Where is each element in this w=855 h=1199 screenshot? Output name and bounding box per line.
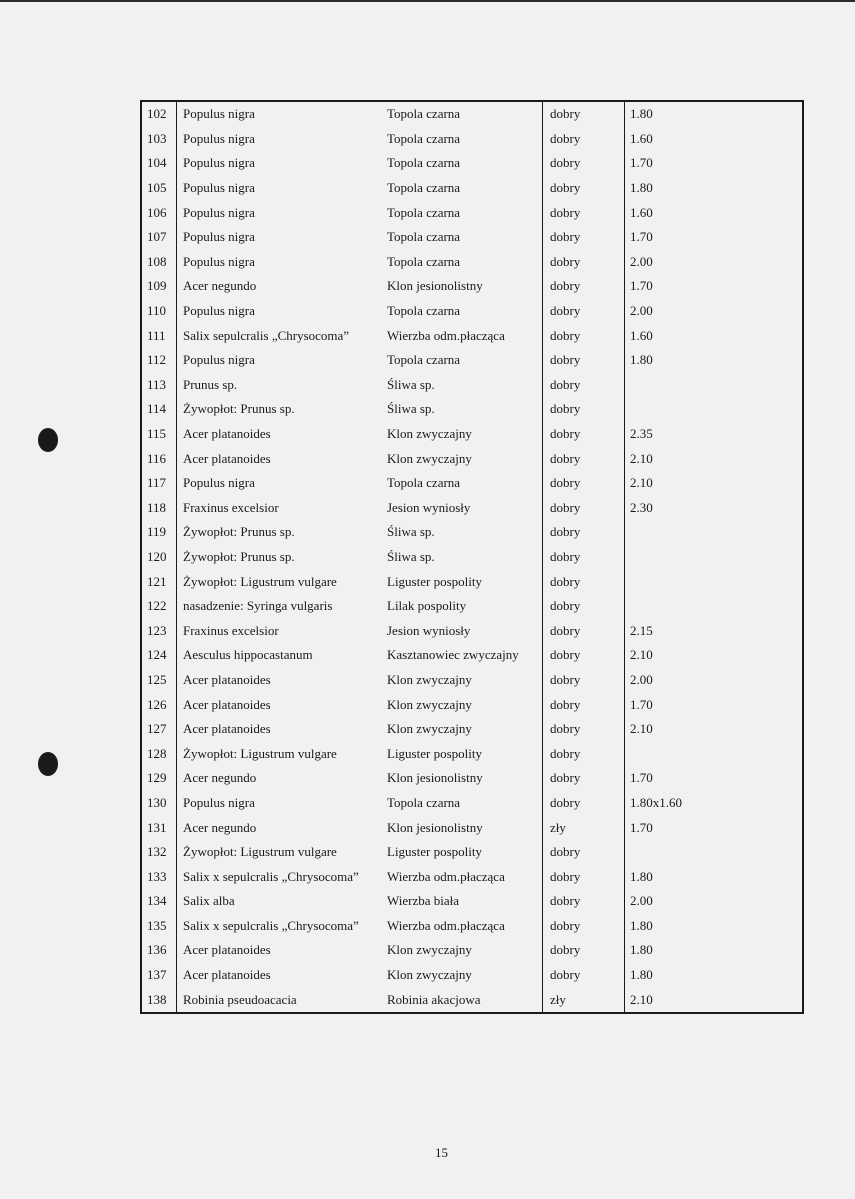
row-number-cell: 113 [141,373,177,398]
table-row [141,692,803,717]
condition-cell: dobry [543,200,625,225]
row-number-cell: 114 [141,397,177,422]
polish-name-cell: Lilak pospolity [381,594,543,619]
condition-cell: dobry [543,545,625,570]
size-cell: 2.30 [630,499,653,515]
table-row [141,127,803,152]
latin-name-cell: Żywopłot: Prunus sp. [183,401,295,417]
latin-name-cell: Żywopłot: Ligustrum vulgare [183,573,337,589]
condition-cell: dobry [543,643,625,668]
condition-cell: dobry [543,397,625,422]
size-cell: 2.10 [630,450,653,466]
row-number-cell: 106 [141,200,177,225]
polish-name-cell: Topola czarna [381,225,543,250]
row-number-cell: 121 [141,569,177,594]
latin-name-cell: Populus nigra [183,794,255,810]
row-number-cell: 127 [141,717,177,742]
row-number-cell: 120 [141,545,177,570]
table-row [141,889,803,914]
page-number: 15 [435,1145,448,1160]
table-row [141,299,803,324]
latin-name-cell: Fraxinus excelsior [183,622,279,638]
condition-cell: dobry [543,422,625,447]
table-row [141,668,803,693]
polish-name-cell: Śliwa sp. [381,397,543,422]
condition-cell: dobry [543,373,625,398]
condition-cell: dobry [543,127,625,152]
latin-name-cell: Acer negundo [183,819,257,835]
row-number-cell: 135 [141,914,177,939]
size-cell: 1.60 [630,130,653,146]
latin-name-cell: Acer negundo [183,770,257,786]
latin-name-cell: Populus nigra [183,253,255,269]
size-cell: 1.80 [630,180,653,196]
condition-cell: dobry [543,938,625,963]
row-number-cell: 122 [141,594,177,619]
size-cell [625,373,804,398]
polish-name-cell: Klon jesionolistny [381,766,543,791]
size-cell: 2.10 [630,991,653,1007]
polish-name-cell: Wierzba odm.płacząca [381,323,543,348]
table-row [141,348,803,373]
condition-cell: dobry [543,176,625,201]
size-cell: 2.10 [630,721,653,737]
latin-name-cell: Prunus sp. [183,376,238,392]
row-number-cell: 115 [141,422,177,447]
polish-name-cell: Klon zwyczajny [381,963,543,988]
polish-name-cell: Topola czarna [381,101,543,127]
latin-name-cell: Populus nigra [183,229,255,245]
latin-name-cell: Acer platanoides [183,721,271,737]
row-number-cell: 134 [141,889,177,914]
polish-name-cell: Klon jesionolistny [381,274,543,299]
size-cell: 1.80 [630,967,653,983]
polish-name-cell: Klon jesionolistny [381,815,543,840]
polish-name-cell: Topola czarna [381,250,543,275]
size-cell: 1.60 [630,204,653,220]
latin-name-cell: Acer platanoides [183,942,271,958]
table-row [141,200,803,225]
condition-cell: dobry [543,864,625,889]
latin-name-cell: Acer platanoides [183,671,271,687]
polish-name-cell: Liguster pospolity [381,840,543,865]
row-number-cell: 125 [141,668,177,693]
condition-cell: dobry [543,963,625,988]
latin-name-cell: Acer platanoides [183,967,271,983]
size-cell: 2.00 [630,671,653,687]
table-row [141,225,803,250]
table-row [141,938,803,963]
size-cell: 1.70 [630,278,653,294]
table-row [141,618,803,643]
table-row [141,766,803,791]
row-number-cell: 109 [141,274,177,299]
size-cell: 1.80x1.60 [630,794,682,810]
size-cell: 2.10 [630,647,653,663]
row-number-cell: 129 [141,766,177,791]
condition-cell: dobry [543,741,625,766]
latin-name-cell: Acer platanoides [183,696,271,712]
row-number-cell: 126 [141,692,177,717]
latin-name-cell: Populus nigra [183,180,255,196]
condition-cell: dobry [543,791,625,816]
polish-name-cell: Śliwa sp. [381,373,543,398]
size-cell: 2.10 [630,475,653,491]
table-row [141,373,803,398]
condition-cell: dobry [543,717,625,742]
condition-cell: dobry [543,569,625,594]
condition-cell: dobry [543,594,625,619]
table-row [141,594,803,619]
size-cell: 1.70 [630,696,653,712]
row-number-cell: 110 [141,299,177,324]
size-cell: 1.80 [630,868,653,884]
row-number-cell: 117 [141,471,177,496]
polish-name-cell: Klon zwyczajny [381,446,543,471]
table-row [141,963,803,988]
row-number-cell: 104 [141,151,177,176]
top-edge-line [0,0,855,2]
latin-name-cell: Żywopłot: Ligustrum vulgare [183,745,337,761]
polish-name-cell: Klon zwyczajny [381,668,543,693]
polish-name-cell: Śliwa sp. [381,545,543,570]
latin-name-cell: Populus nigra [183,352,255,368]
latin-name-cell: Salix x sepulcralis „Chrysocoma” [183,868,359,884]
polish-name-cell: Topola czarna [381,176,543,201]
table-row [141,496,803,521]
size-cell: 2.35 [630,426,653,442]
table-body [141,101,803,1013]
table-row [141,717,803,742]
table-row [141,101,803,127]
polish-name-cell: Liguster pospolity [381,741,543,766]
row-number-cell: 105 [141,176,177,201]
condition-cell: dobry [543,914,625,939]
table-row [141,520,803,545]
row-number-cell: 132 [141,840,177,865]
size-cell [625,545,804,570]
size-cell: 1.70 [630,819,653,835]
table-row [141,471,803,496]
size-cell: 2.00 [630,893,653,909]
row-number-cell: 116 [141,446,177,471]
condition-cell: dobry [543,618,625,643]
polish-name-cell: Klon zwyczajny [381,692,543,717]
size-cell [625,569,804,594]
row-number-cell: 138 [141,987,177,1013]
polish-name-cell: Topola czarna [381,151,543,176]
table-row [141,176,803,201]
condition-cell: dobry [543,496,625,521]
table-row [141,914,803,939]
size-cell [625,520,804,545]
table-row [141,545,803,570]
latin-name-cell: Populus nigra [183,106,255,122]
latin-name-cell: Żywopłot: Prunus sp. [183,524,295,540]
polish-name-cell: Jesion wyniosły [381,496,543,521]
size-cell [625,594,804,619]
size-cell: 1.80 [630,942,653,958]
condition-cell: dobry [543,225,625,250]
latin-name-cell: Populus nigra [183,303,255,319]
table-row [141,840,803,865]
row-number-cell: 124 [141,643,177,668]
condition-cell: dobry [543,446,625,471]
latin-name-cell: Populus nigra [183,204,255,220]
punch-hole [38,752,58,776]
table-row [141,274,803,299]
size-cell [625,741,804,766]
polish-name-cell: Klon zwyczajny [381,717,543,742]
size-cell [625,840,804,865]
row-number-cell: 103 [141,127,177,152]
size-cell: 1.80 [630,106,653,122]
tree-inventory-table [140,100,804,1014]
polish-name-cell: Wierzba biała [381,889,543,914]
condition-cell: dobry [543,520,625,545]
size-cell: 1.80 [630,917,653,933]
latin-name-cell: Aesculus hippocastanum [183,647,313,663]
row-number-cell: 102 [141,101,177,127]
polish-name-cell: Wierzba odm.płacząca [381,864,543,889]
condition-cell: dobry [543,323,625,348]
condition-cell: dobry [543,348,625,373]
latin-name-cell: Acer negundo [183,278,257,294]
size-cell: 1.70 [630,770,653,786]
row-number-cell: 119 [141,520,177,545]
polish-name-cell: Topola czarna [381,471,543,496]
table-row [141,741,803,766]
table-row [141,323,803,348]
table-row [141,987,803,1013]
condition-cell: dobry [543,299,625,324]
row-number-cell: 108 [141,250,177,275]
latin-name-cell: Fraxinus excelsior [183,499,279,515]
table-row [141,422,803,447]
table-row [141,791,803,816]
row-number-cell: 130 [141,791,177,816]
condition-cell: dobry [543,471,625,496]
polish-name-cell: Topola czarna [381,791,543,816]
polish-name-cell: Wierzba odm.płacząca [381,914,543,939]
table-row [141,815,803,840]
latin-name-cell: Salix sepulcralis „Chrysocoma” [183,327,350,343]
condition-cell: dobry [543,101,625,127]
size-cell: 2.15 [630,622,653,638]
condition-cell: dobry [543,889,625,914]
table-row [141,569,803,594]
row-number-cell: 123 [141,618,177,643]
row-number-cell: 107 [141,225,177,250]
row-number-cell: 118 [141,496,177,521]
latin-name-cell: Robinia pseudoacacia [183,991,297,1007]
row-number-cell: 133 [141,864,177,889]
latin-name-cell: Populus nigra [183,155,255,171]
latin-name-cell: Żywopłot: Prunus sp. [183,548,295,564]
polish-name-cell: Topola czarna [381,348,543,373]
polish-name-cell: Robinia akacjowa [381,987,543,1013]
condition-cell: zły [543,987,625,1013]
condition-cell: dobry [543,692,625,717]
latin-name-cell: nasadzenie: Syringa vulgaris [183,598,333,614]
row-number-cell: 112 [141,348,177,373]
punch-hole [38,428,58,452]
size-cell: 1.60 [630,327,653,343]
polish-name-cell: Kasztanowiec zwyczajny [381,643,543,668]
row-number-cell: 136 [141,938,177,963]
size-cell: 2.00 [630,253,653,269]
condition-cell: dobry [543,766,625,791]
row-number-cell: 137 [141,963,177,988]
latin-name-cell: Salix x sepulcralis „Chrysocoma” [183,917,359,933]
table-row [141,643,803,668]
table-row [141,250,803,275]
latin-name-cell: Populus nigra [183,475,255,491]
table-row [141,397,803,422]
table-row [141,151,803,176]
latin-name-cell: Acer platanoides [183,426,271,442]
condition-cell: dobry [543,151,625,176]
latin-name-cell: Salix alba [183,893,235,909]
condition-cell: dobry [543,250,625,275]
table-row [141,864,803,889]
polish-name-cell: Topola czarna [381,127,543,152]
size-cell: 2.00 [630,303,653,319]
size-cell: 1.70 [630,155,653,171]
latin-name-cell: Acer platanoides [183,450,271,466]
condition-cell: dobry [543,668,625,693]
table-row [141,446,803,471]
polish-name-cell: Śliwa sp. [381,520,543,545]
polish-name-cell: Topola czarna [381,200,543,225]
polish-name-cell: Klon zwyczajny [381,422,543,447]
size-cell: 1.80 [630,352,653,368]
condition-cell: dobry [543,274,625,299]
polish-name-cell: Jesion wyniosły [381,618,543,643]
row-number-cell: 111 [141,323,177,348]
polish-name-cell: Klon zwyczajny [381,938,543,963]
condition-cell: zły [543,815,625,840]
polish-name-cell: Liguster pospolity [381,569,543,594]
condition-cell: dobry [543,840,625,865]
polish-name-cell: Topola czarna [381,299,543,324]
size-cell: 1.70 [630,229,653,245]
size-cell [625,397,804,422]
latin-name-cell: Populus nigra [183,130,255,146]
latin-name-cell: Żywopłot: Ligustrum vulgare [183,844,337,860]
row-number-cell: 131 [141,815,177,840]
row-number-cell: 128 [141,741,177,766]
